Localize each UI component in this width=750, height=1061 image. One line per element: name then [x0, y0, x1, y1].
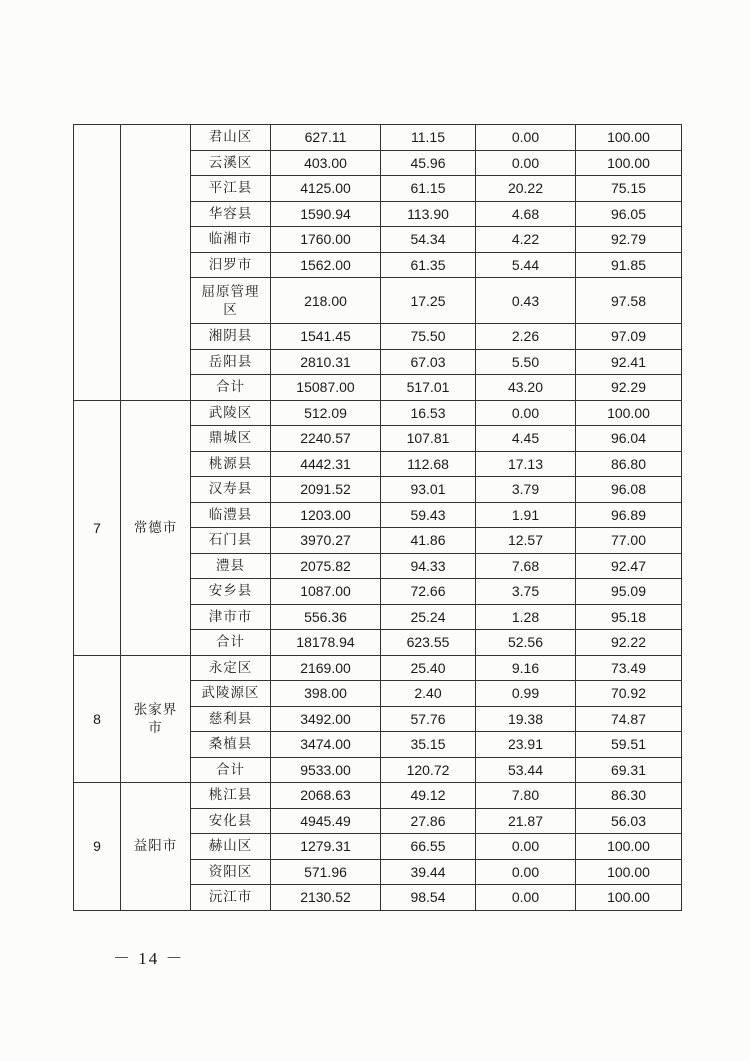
value-cell-v2: 67.03 [381, 349, 476, 375]
value-cell-v3: 0.00 [476, 125, 576, 151]
group-number-cell: 9 [74, 783, 121, 911]
county-name-cell: 赫山区 [191, 834, 271, 860]
city-cell [121, 125, 191, 401]
value-cell-v1: 1760.00 [271, 227, 381, 253]
value-cell-v3: 0.99 [476, 681, 576, 707]
value-cell-v2: 54.34 [381, 227, 476, 253]
value-cell-v2: 72.66 [381, 579, 476, 605]
value-cell-v2: 61.15 [381, 176, 476, 202]
value-cell-v4: 100.00 [576, 400, 682, 426]
county-name-cell: 鼎城区 [191, 426, 271, 452]
value-cell-v4: 92.22 [576, 630, 682, 656]
value-cell-v4: 100.00 [576, 834, 682, 860]
value-cell-v3: 20.22 [476, 176, 576, 202]
value-cell-v3: 12.57 [476, 528, 576, 554]
county-name-cell: 桃江县 [191, 783, 271, 809]
value-cell-v4: 100.00 [576, 150, 682, 176]
value-cell-v1: 627.11 [271, 125, 381, 151]
value-cell-v4: 95.09 [576, 579, 682, 605]
value-cell-v2: 623.55 [381, 630, 476, 656]
value-cell-v3: 53.44 [476, 757, 576, 783]
value-cell-v1: 2810.31 [271, 349, 381, 375]
value-cell-v4: 92.29 [576, 375, 682, 401]
county-name-cell: 永定区 [191, 655, 271, 681]
county-name-cell: 岳阳县 [191, 349, 271, 375]
table-row [74, 125, 682, 151]
value-cell-v4: 92.47 [576, 553, 682, 579]
value-cell-v3: 21.87 [476, 808, 576, 834]
value-cell-v3: 17.13 [476, 451, 576, 477]
value-cell-v2: 2.40 [381, 681, 476, 707]
value-cell-v3: 0.00 [476, 885, 576, 911]
value-cell-v3: 0.00 [476, 859, 576, 885]
value-cell-v3: 4.22 [476, 227, 576, 253]
value-cell-v4: 97.09 [576, 324, 682, 350]
value-cell-v4: 100.00 [576, 859, 682, 885]
city-cell: 张家界市 [121, 655, 191, 783]
value-cell-v4: 59.51 [576, 732, 682, 758]
county-name-cell: 湘阴县 [191, 324, 271, 350]
value-cell-v4: 100.00 [576, 885, 682, 911]
county-name-cell: 平江县 [191, 176, 271, 202]
county-name-cell: 桃源县 [191, 451, 271, 477]
value-cell-v2: 113.90 [381, 201, 476, 227]
value-cell-v1: 2130.52 [271, 885, 381, 911]
value-cell-v1: 3492.00 [271, 706, 381, 732]
value-cell-v3: 0.00 [476, 834, 576, 860]
value-cell-v4: 75.15 [576, 176, 682, 202]
value-cell-v4: 92.41 [576, 349, 682, 375]
value-cell-v3: 43.20 [476, 375, 576, 401]
value-cell-v2: 16.53 [381, 400, 476, 426]
value-cell-v1: 512.09 [271, 400, 381, 426]
value-cell-v4: 56.03 [576, 808, 682, 834]
value-cell-v4: 69.31 [576, 757, 682, 783]
value-cell-v1: 15087.00 [271, 375, 381, 401]
value-cell-v2: 27.86 [381, 808, 476, 834]
value-cell-v1: 3474.00 [271, 732, 381, 758]
data-table [73, 124, 682, 911]
value-cell-v2: 107.81 [381, 426, 476, 452]
county-name-cell: 屈原管理区 [191, 278, 271, 324]
table-body [74, 125, 682, 911]
value-cell-v3: 52.56 [476, 630, 576, 656]
value-cell-v1: 2240.57 [271, 426, 381, 452]
value-cell-v1: 4442.31 [271, 451, 381, 477]
county-name-cell: 合计 [191, 630, 271, 656]
value-cell-v2: 17.25 [381, 278, 476, 324]
value-cell-v3: 5.44 [476, 252, 576, 278]
value-cell-v2: 57.76 [381, 706, 476, 732]
value-cell-v1: 9533.00 [271, 757, 381, 783]
value-cell-v3: 5.50 [476, 349, 576, 375]
value-cell-v4: 96.04 [576, 426, 682, 452]
county-name-cell: 华容县 [191, 201, 271, 227]
county-name-cell: 武陵区 [191, 400, 271, 426]
value-cell-v2: 93.01 [381, 477, 476, 503]
value-cell-v2: 98.54 [381, 885, 476, 911]
county-name-cell: 安乡县 [191, 579, 271, 605]
group-number-cell: 7 [74, 400, 121, 655]
value-cell-v1: 2091.52 [271, 477, 381, 503]
value-cell-v2: 11.15 [381, 125, 476, 151]
value-cell-v1: 556.36 [271, 604, 381, 630]
value-cell-v3: 3.75 [476, 579, 576, 605]
value-cell-v1: 1541.45 [271, 324, 381, 350]
county-name-cell: 津市市 [191, 604, 271, 630]
value-cell-v2: 61.35 [381, 252, 476, 278]
value-cell-v2: 45.96 [381, 150, 476, 176]
value-cell-v1: 3970.27 [271, 528, 381, 554]
value-cell-v3: 4.68 [476, 201, 576, 227]
page-number: － 14 － [113, 949, 185, 968]
value-cell-v3: 0.43 [476, 278, 576, 324]
value-cell-v2: 25.40 [381, 655, 476, 681]
value-cell-v2: 112.68 [381, 451, 476, 477]
table-row [74, 400, 682, 426]
value-cell-v2: 75.50 [381, 324, 476, 350]
value-cell-v2: 41.86 [381, 528, 476, 554]
county-name-cell: 沅江市 [191, 885, 271, 911]
value-cell-v1: 2068.63 [271, 783, 381, 809]
value-cell-v2: 59.43 [381, 502, 476, 528]
county-name-cell: 澧县 [191, 553, 271, 579]
county-name-cell: 武陵源区 [191, 681, 271, 707]
value-cell-v1: 18178.94 [271, 630, 381, 656]
value-cell-v4: 92.79 [576, 227, 682, 253]
county-name-cell: 慈利县 [191, 706, 271, 732]
city-cell: 益阳市 [121, 783, 191, 911]
value-cell-v1: 398.00 [271, 681, 381, 707]
value-cell-v3: 1.91 [476, 502, 576, 528]
county-name-cell: 临湘市 [191, 227, 271, 253]
value-cell-v3: 2.26 [476, 324, 576, 350]
value-cell-v4: 96.89 [576, 502, 682, 528]
value-cell-v4: 97.58 [576, 278, 682, 324]
value-cell-v3: 7.68 [476, 553, 576, 579]
county-name-cell: 临澧县 [191, 502, 271, 528]
county-name-cell: 合计 [191, 375, 271, 401]
county-name-cell: 安化县 [191, 808, 271, 834]
value-cell-v1: 1562.00 [271, 252, 381, 278]
value-cell-v4: 73.49 [576, 655, 682, 681]
value-cell-v2: 517.01 [381, 375, 476, 401]
value-cell-v3: 4.45 [476, 426, 576, 452]
county-name-cell: 石门县 [191, 528, 271, 554]
value-cell-v3: 0.00 [476, 400, 576, 426]
value-cell-v2: 25.24 [381, 604, 476, 630]
value-cell-v1: 1590.94 [271, 201, 381, 227]
value-cell-v3: 19.38 [476, 706, 576, 732]
value-cell-v2: 39.44 [381, 859, 476, 885]
value-cell-v4: 70.92 [576, 681, 682, 707]
table-row [74, 655, 682, 681]
group-number-cell: 8 [74, 655, 121, 783]
group-number-cell [74, 125, 121, 401]
county-name-cell: 资阳区 [191, 859, 271, 885]
value-cell-v1: 1087.00 [271, 579, 381, 605]
county-name-cell: 汨罗市 [191, 252, 271, 278]
value-cell-v3: 3.79 [476, 477, 576, 503]
value-cell-v4: 95.18 [576, 604, 682, 630]
value-cell-v4: 74.87 [576, 706, 682, 732]
value-cell-v3: 0.00 [476, 150, 576, 176]
value-cell-v3: 1.28 [476, 604, 576, 630]
value-cell-v1: 571.96 [271, 859, 381, 885]
county-name-cell: 汉寿县 [191, 477, 271, 503]
county-name-cell: 云溪区 [191, 150, 271, 176]
value-cell-v1: 1203.00 [271, 502, 381, 528]
value-cell-v1: 4125.00 [271, 176, 381, 202]
value-cell-v2: 49.12 [381, 783, 476, 809]
value-cell-v3: 7.80 [476, 783, 576, 809]
value-cell-v4: 96.08 [576, 477, 682, 503]
city-cell: 常德市 [121, 400, 191, 655]
value-cell-v1: 218.00 [271, 278, 381, 324]
value-cell-v4: 100.00 [576, 125, 682, 151]
value-cell-v1: 403.00 [271, 150, 381, 176]
value-cell-v2: 35.15 [381, 732, 476, 758]
value-cell-v2: 66.55 [381, 834, 476, 860]
value-cell-v4: 96.05 [576, 201, 682, 227]
value-cell-v3: 23.91 [476, 732, 576, 758]
value-cell-v2: 120.72 [381, 757, 476, 783]
value-cell-v1: 2169.00 [271, 655, 381, 681]
value-cell-v3: 9.16 [476, 655, 576, 681]
value-cell-v2: 94.33 [381, 553, 476, 579]
value-cell-v4: 86.30 [576, 783, 682, 809]
value-cell-v1: 4945.49 [271, 808, 381, 834]
value-cell-v1: 1279.31 [271, 834, 381, 860]
table-row [74, 783, 682, 809]
county-name-cell: 君山区 [191, 125, 271, 151]
value-cell-v4: 91.85 [576, 252, 682, 278]
county-name-cell: 桑植县 [191, 732, 271, 758]
value-cell-v4: 86.80 [576, 451, 682, 477]
value-cell-v4: 77.00 [576, 528, 682, 554]
value-cell-v1: 2075.82 [271, 553, 381, 579]
county-name-cell: 合计 [191, 757, 271, 783]
